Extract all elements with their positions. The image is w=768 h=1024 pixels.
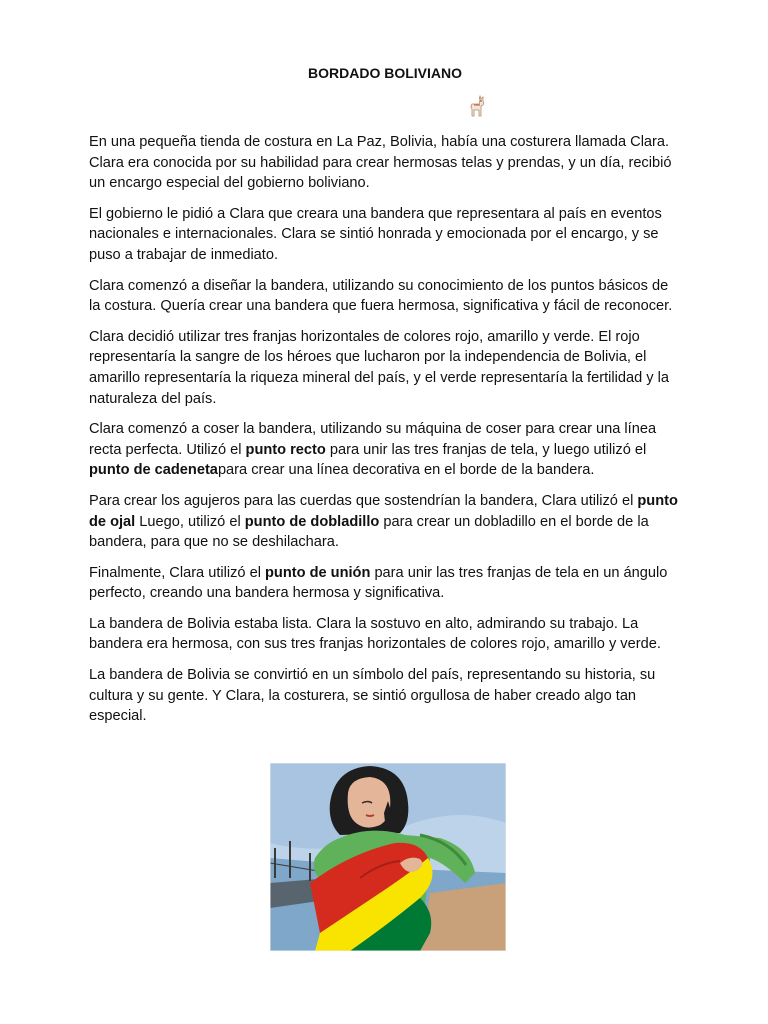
p6-text-a: Para crear los agujeros para las cuerdas que sostendrían la bandera, Clara utilizó el (89, 492, 638, 509)
p5-bold-punto-recto: punto recto (245, 441, 326, 458)
p5-text-a: Clara comenzó a coser la bandera, utilizando su máquina de coser para crear una línea recta perfecta. Utilizó el (89, 421, 657, 458)
paragraph-4: Clara decidió utilizar tres franjas horizontales de colores rojo, amarillo y verde. El rojo representaría la sangre de los héroes que lucharon por la independencia de Bolivia, el amarillo representaría la riqueza mineral del país, y el verde representaría la fertilidad y la naturaleza del país. (89, 328, 669, 407)
p5-bold-punto-cadeneta: punto de cadeneta (89, 462, 218, 479)
document-body (89, 132, 681, 737)
illustration-woman-with-flag (270, 763, 506, 951)
p5-text-c: para unir las tres franjas de tela, y luego utilizó el (325, 441, 647, 458)
p7-bold-punto-union: punto de unión (265, 564, 371, 581)
p6-text-c: Luego, utilizó el (135, 513, 245, 530)
paragraph-7 (89, 563, 681, 604)
document-page (89, 64, 681, 725)
paragraph-6 (89, 491, 681, 553)
llama-icon (465, 94, 489, 120)
paragraph-9: La bandera de Bolivia se convirtió en un símbolo del país, representando su historia, su cultura y su gente. Y Clara, la costurera, se sintió orgullosa de haber creado algo tan especial. (89, 667, 656, 725)
paragraph-2: El gobierno le pidió a Clara que creara una bandera que representara al país en eventos nacionales e internacionales. Clara se sintió honrada y emocionada por el encargo, y se puso a trabajar de inmediato. (89, 205, 662, 263)
paragraph-1: En una pequeña tienda de costura en La Paz, Bolivia, había una costurera llamada Clara. Clara era conocida por su habilidad para crear hermosas telas y prendas, y un día, recibió un encargo especial del gobierno boliviano. (89, 134, 672, 192)
p7-text-c: para unir las tres franjas de tela en un ángulo perfecto, creando una bandera hermosa y significativa. (89, 564, 668, 602)
p6-bold-punto-dobladillo: punto de dobladillo (244, 513, 380, 530)
paragraph-3: Clara comenzó a diseñar la bandera, utilizando su conocimiento de los puntos básicos de la costura. Quería crear una bandera que fuera hermosa, significativa y fácil de reconocer. (89, 277, 673, 315)
p5-text-d: para crear una línea decorativa en el borde de la bandera. (217, 462, 595, 479)
document-title: BORDADO BOLIVIANO (308, 65, 462, 81)
p6-bold-punto-ojal: punto de ojal (89, 492, 678, 530)
p7-text-a: Finalmente, Clara utilizó el (89, 564, 266, 581)
paragraph-8: La bandera de Bolivia estaba lista. Clara la sostuvo en alto, admirando su trabajo. La bandera era hermosa, con sus tres franjas horizontales de colores rojo, amarillo y verde. (89, 615, 661, 653)
paragraph-5 (89, 419, 681, 481)
p6-text-d: para crear un dobladillo en el borde de la bandera, para que no se deshilachara. (89, 513, 649, 551)
